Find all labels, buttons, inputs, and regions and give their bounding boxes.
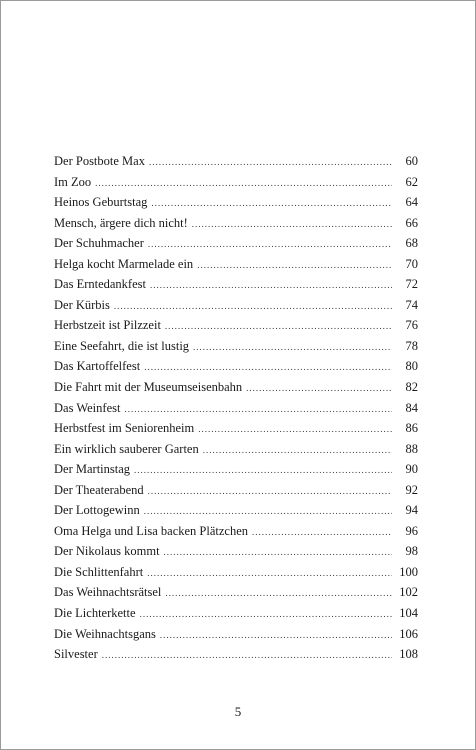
toc-entry-page: 66 [405,215,418,230]
toc-entry-title: Herbstfest im Seniorenheim [54,421,195,436]
toc-entry [54,418,418,439]
toc-entry-page: 60 [405,154,418,168]
toc-entry-page: 80 [405,359,418,374]
dot-leader [246,378,392,399]
toc-entry [54,274,418,295]
toc-entry [54,582,418,603]
dot-leader [197,255,392,276]
toc-entry-page: 86 [405,421,418,436]
toc-entry-title: Das Weinfest [54,400,121,415]
toc-entry [54,377,418,398]
toc-entry-title: Der Schuhmacher [54,236,144,251]
dot-leader [124,399,392,420]
table-of-contents [54,151,418,665]
toc-entry-page: 98 [405,544,418,559]
dot-leader [203,440,392,461]
toc-entry-title: Der Kürbis [54,297,110,312]
dot-leader [192,214,392,235]
toc-entry [54,500,418,521]
dot-leader [140,604,392,625]
toc-entry [54,233,418,254]
toc-entry-page: 106 [399,626,418,641]
toc-entry-page: 100 [399,564,418,579]
toc-entry [54,439,418,460]
toc-entry [54,521,418,542]
dot-leader [148,481,392,502]
toc-entry-title: Ein wirklich sauberer Garten [54,441,199,456]
toc-entry-title: Der Nikolaus kommt [54,544,160,559]
toc-entry-title: Die Lichterkette [54,606,136,621]
dot-leader [160,625,392,646]
toc-entry-title: Mensch, ärgere dich nicht! [54,215,188,230]
dot-leader [144,501,392,522]
dot-leader [95,173,392,194]
toc-entry-title: Silvester [54,647,98,662]
dot-leader [164,542,392,563]
toc-entry [54,172,418,193]
toc-entry-page: 74 [405,297,418,312]
toc-entry [54,459,418,480]
toc-entry-page: 102 [399,585,418,600]
toc-entry [54,398,418,419]
toc-entry [54,624,418,645]
toc-entry-title: Der Theaterabend [54,482,144,497]
dot-leader [148,234,392,255]
toc-entry-page: 82 [405,380,418,395]
dot-leader [147,563,392,584]
dot-leader [193,337,392,358]
toc-entry-title: Eine Seefahrt, die ist lustig [54,338,190,353]
toc-entry-title: Das Kartoffelfest [54,359,141,374]
toc-entry-page: 90 [405,462,418,477]
toc-entry [54,644,418,665]
toc-entry-page: 62 [405,174,418,189]
toc-entry-page: 84 [405,400,418,415]
toc-entry-title: Die Schlittenfahrt [54,564,144,579]
toc-entry [54,356,418,377]
toc-entry-title: Heinos Geburtstag [54,195,148,210]
dot-leader [102,645,392,666]
dot-leader [165,583,392,604]
dot-leader [149,152,392,173]
toc-entry-page: 96 [405,523,418,538]
dot-leader [114,296,392,317]
toc-entry-page: 68 [405,236,418,251]
toc-entry [54,541,418,562]
dot-leader [252,522,392,543]
toc-entry-title: Das Weihnachtsrätsel [54,585,162,600]
toc-entry [54,480,418,501]
toc-entry-title: Im Zoo [54,174,92,189]
toc-entry-title: Die Fahrt mit der Museumseisenbahn [54,380,243,395]
dot-leader [165,316,392,337]
toc-entry [54,254,418,275]
toc-entry-page: 88 [405,441,418,456]
dot-leader [151,193,392,214]
toc-entry [54,562,418,583]
toc-entry-page: 94 [405,503,418,518]
toc-entry [54,295,418,316]
toc-entry-page: 92 [405,482,418,497]
dot-leader [150,275,392,296]
page-number: 5 [234,704,242,719]
dot-leader [134,460,392,481]
toc-entry-title: Der Postbote Max [54,154,145,168]
toc-entry [54,151,418,172]
toc-entry-page: 76 [405,318,418,333]
toc-entry-title: Das Erntedankfest [54,277,146,292]
toc-entry-page: 64 [405,195,418,210]
toc-entry-title: Helga kocht Marmelade ein [54,256,194,271]
toc-entry [54,336,418,357]
toc-entry-page: 108 [399,647,418,662]
toc-entry-page: 104 [399,606,418,621]
dot-leader [198,419,392,440]
toc-entry-title: Herbstzeit ist Pilzzeit [54,318,161,333]
toc-entry [54,213,418,234]
dot-leader [144,357,392,378]
toc-entry-title: Die Weihnachtsgans [54,626,156,641]
toc-entry [54,315,418,336]
toc-entry-title: Oma Helga und Lisa backen Plätzchen [54,523,249,538]
toc-entry [54,192,418,213]
toc-entry-page: 70 [405,256,418,271]
toc-entry-page: 72 [405,277,418,292]
toc-entry-title: Der Martinstag [54,462,131,477]
toc-entry-title: Der Lottogewinn [54,503,140,518]
toc-entry-page: 78 [405,338,418,353]
toc-entry [54,603,418,624]
